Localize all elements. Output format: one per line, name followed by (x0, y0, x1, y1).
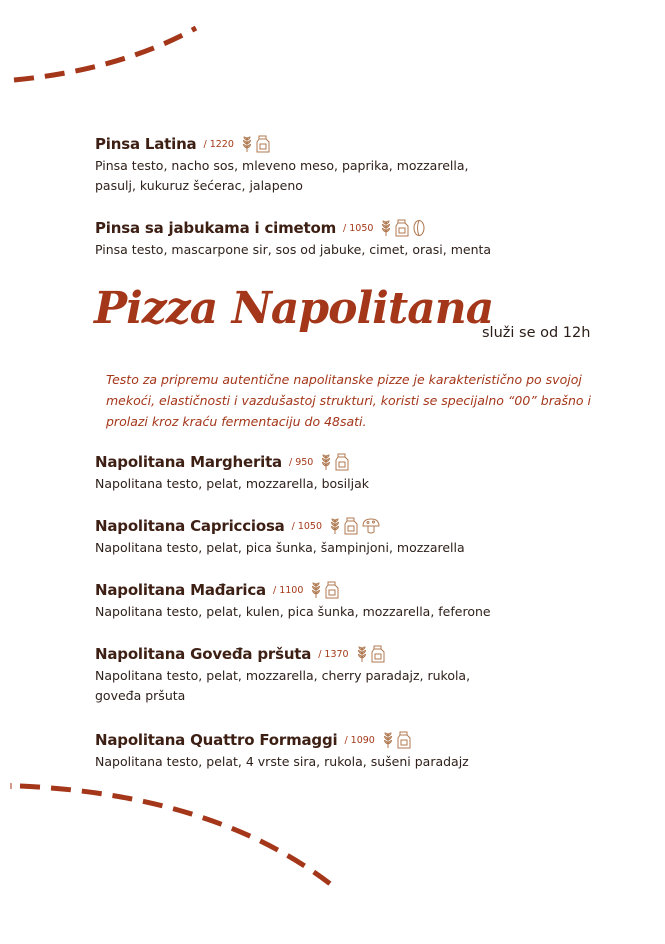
item-name: Napolitana Capricciosa (95, 517, 285, 535)
item-price: / 1050 (343, 222, 374, 234)
milk-carton-icon (256, 135, 270, 153)
menu-item (95, 451, 615, 494)
item-price: / 1100 (272, 584, 304, 596)
item-name: Pinsa Latina (95, 135, 197, 153)
section-note: služi se od 12h (482, 325, 591, 341)
item-price: / 1090 (344, 734, 375, 746)
item-price: / 1370 (318, 648, 349, 660)
milk-carton-icon (335, 453, 349, 471)
wheat-icon (311, 581, 321, 599)
wheat-icon (381, 219, 391, 237)
item-name: Pinsa sa jabukama i cimetom (95, 219, 337, 237)
milk-carton-icon (397, 731, 411, 749)
mushroom-icon (362, 517, 380, 535)
milk-carton-icon (325, 581, 339, 599)
menu-item (95, 643, 615, 706)
wheat-icon (321, 453, 331, 471)
menu-item (95, 133, 615, 196)
menu-item (95, 515, 615, 558)
item-name: Napolitana Goveđa pršuta (95, 645, 312, 663)
item-price: / 1220 (203, 138, 234, 150)
item-description: Pinsa testo, nacho sos, mleveno meso, paprika, mozzarella, pasulj, kukuruz šećerac, jalapeno (95, 158, 469, 193)
wheat-icon (383, 731, 393, 749)
item-description: Napolitana testo, pelat, pica šunka, šampinjoni, mozzarella (95, 540, 465, 555)
milk-carton-icon (371, 645, 385, 663)
section-title: Pizza Napolitana (94, 283, 494, 334)
item-name: Napolitana Quattro Formaggi (95, 731, 338, 749)
item-description: Pinsa testo, mascarpone sir, sos od jabuke, cimet, orasi, menta (95, 242, 492, 257)
milk-carton-icon (395, 219, 409, 237)
milk-carton-icon (344, 517, 358, 535)
wheat-icon (242, 135, 252, 153)
item-price: / 950 (288, 456, 314, 468)
item-description: Napolitana testo, pelat, mozzarella, cherry paradajz, rukola, goveđa pršuta (95, 668, 471, 703)
section-intro: Testo za pripremu autentične napolitanske pizze je karakteristično po svojoj mekoći, elastičnosti i vazdušastoj strukturi, koristi se specijalno “00” brašno i prolazi kroz kraću fermentaciju do 48sati. (106, 372, 592, 429)
menu-item (95, 217, 615, 260)
wheat-icon (357, 645, 367, 663)
nut-icon (413, 219, 425, 237)
item-price: / 1050 (291, 520, 323, 532)
item-description: Napolitana testo, pelat, kulen, pica šunka, mozzarella, feferone (95, 604, 491, 619)
item-description: Napolitana testo, pelat, mozzarella, bosiljak (95, 476, 369, 491)
item-name: Napolitana Mađarica (95, 581, 266, 599)
item-name: Napolitana Margherita (95, 453, 282, 471)
menu-item (95, 579, 615, 622)
wheat-icon (330, 517, 340, 535)
item-description: Napolitana testo, pelat, 4 vrste sira, rukola, sušeni paradajz (95, 754, 469, 769)
menu-item (95, 729, 615, 772)
